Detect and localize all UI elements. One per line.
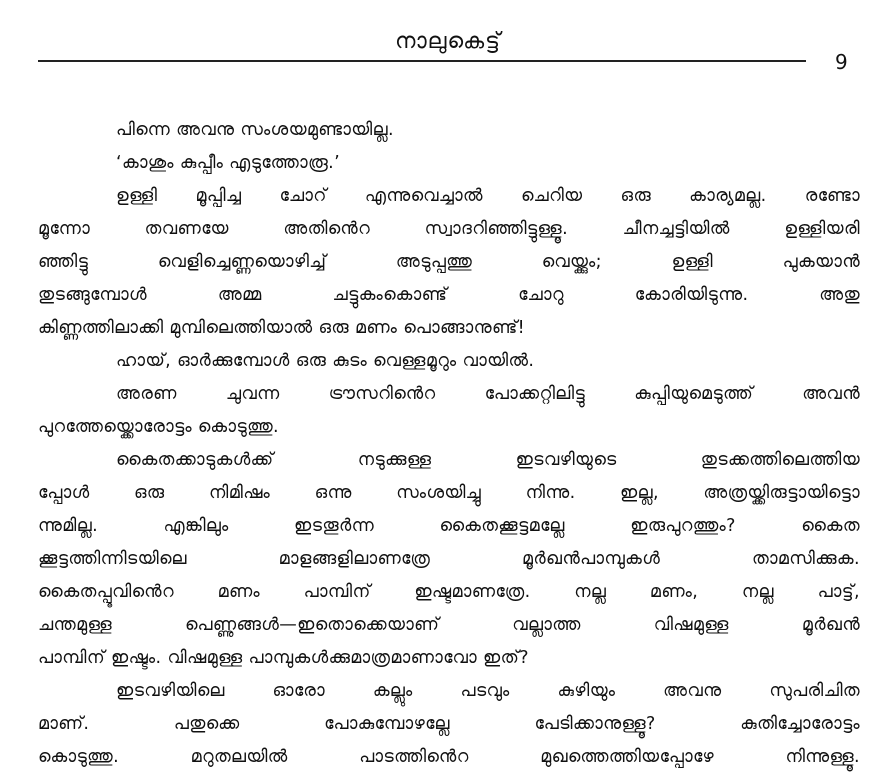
text-line: മാണ്. പതുക്കെ പോകുമ്പോഴല്ലേ പേടിക്കാനുള്ളൂ? കുതിച്ചോരോട്ടം (38, 714, 860, 734)
text-line: ഹായ്, ഓർക്കുമ്പോൾ ഒരു കുടം വെള്ളമൂറും വായിൽ. (116, 351, 535, 371)
text-line: പുറത്തേയ്ക്കൊരോട്ടം കൊടുത്തു. (38, 417, 279, 437)
text-line: പിന്നെ അവനു സംശയമുണ്ടായില്ല. (116, 120, 394, 140)
text-line: ഉള്ളി മൂപ്പിച്ച ചോറ് എന്നുവെച്ചാൽ ചെറിയ ഒരു കാര്യമല്ല. രണ്ടോ (116, 186, 860, 206)
text-line: മൂന്നോ തവണയേ അതിൻെറ സ്വാദറിഞ്ഞിട്ടുള്ളൂ. ചീനച്ചട്ടിയിൽ ഉള്ളിയരി (38, 219, 860, 239)
body-text (38, 114, 860, 774)
text-line: ന്നുമില്ല. എങ്കിലും ഇടതൂർന്ന കൈതക്കൂട്ടമല്ലേ ഇരുപുറത്തും? കൈത (38, 516, 860, 536)
text-line: ഇടവഴിയിലെ ഓരോ കല്ലും പടവും കുഴിയും അവനു സുപരിചിത (116, 681, 860, 701)
text-line: ക്കൂട്ടത്തിന്നിടയിലെ മാളങ്ങളിലാണത്രേ മൂർഖൻപാമ്പുകൾ താമസിക്കുക. (38, 549, 860, 569)
header-rule (38, 60, 806, 62)
text-line: ചന്തമുള്ള പെണ്ണുങ്ങൾ—ഇതൊക്കെയാണ് വല്ലാത്ത വിഷമുള്ള മൂർഖൻ (38, 615, 860, 635)
page-number: 9 (835, 50, 848, 74)
text-line: തുടങ്ങുമ്പോൾ അമ്മ ചട്ടുകംകൊണ്ട് ചോറു കോരിയിടുന്നു. അതു (38, 285, 860, 305)
text-line: പ്പോൾ ഒരു നിമിഷം ഒന്നു സംശയിച്ചു നിന്നു. ഇല്ല, അത്രയ്ക്കിരുട്ടായിട്ടൊ (38, 483, 860, 503)
text-line: കൊടുത്തു. മറുതലയിൽ പാടത്തിൻെറ മുഖത്തെത്തിയപ്പോഴേ നിന്നുള്ളൂ. (38, 747, 860, 767)
text-line: കൈതക്കാടുകൾക്ക് നടുക്കുള്ള ഇടവഴിയുടെ തുടക്കത്തിലെത്തിയ (116, 450, 860, 470)
text-line: ‘കാശും കുപ്പീം എടുത്തോരൂ.’ (116, 153, 341, 173)
text-line: പാമ്പിന് ഇഷ്ടം. വിഷമുള്ള പാമ്പുകൾക്കുമാത്രമാണാവോ ഇത്? (38, 648, 529, 668)
text-line: കൈതപ്പൂവിൻെറ മണം പാമ്പിന് ഇഷ്ടമാണത്രേ. നല്ല മണം, നല്ല പാട്ട്, (38, 582, 860, 602)
chapter-title: നാലുകെട്ട് (395, 29, 501, 54)
text-line: കിണ്ണത്തിലാക്കി മുമ്പിലെത്തിയാൽ ഒരു മണം പൊങ്ങാനുണ്ട്! (38, 318, 526, 338)
text-line: അരണ ചുവന്ന ട്രൗസറിൻെറ പോക്കറ്റിലിട്ടു കുപ്പിയുമെടുത്ത് അവൻ (116, 384, 860, 404)
running-header (0, 28, 892, 74)
text-line: ഞ്ഞിട്ടു വെളിച്ചെണ്ണയൊഴിച്ച് അടുപ്പത്തു വെയ്ക്കും; ഉള്ളി പുകയാൻ (38, 252, 860, 272)
